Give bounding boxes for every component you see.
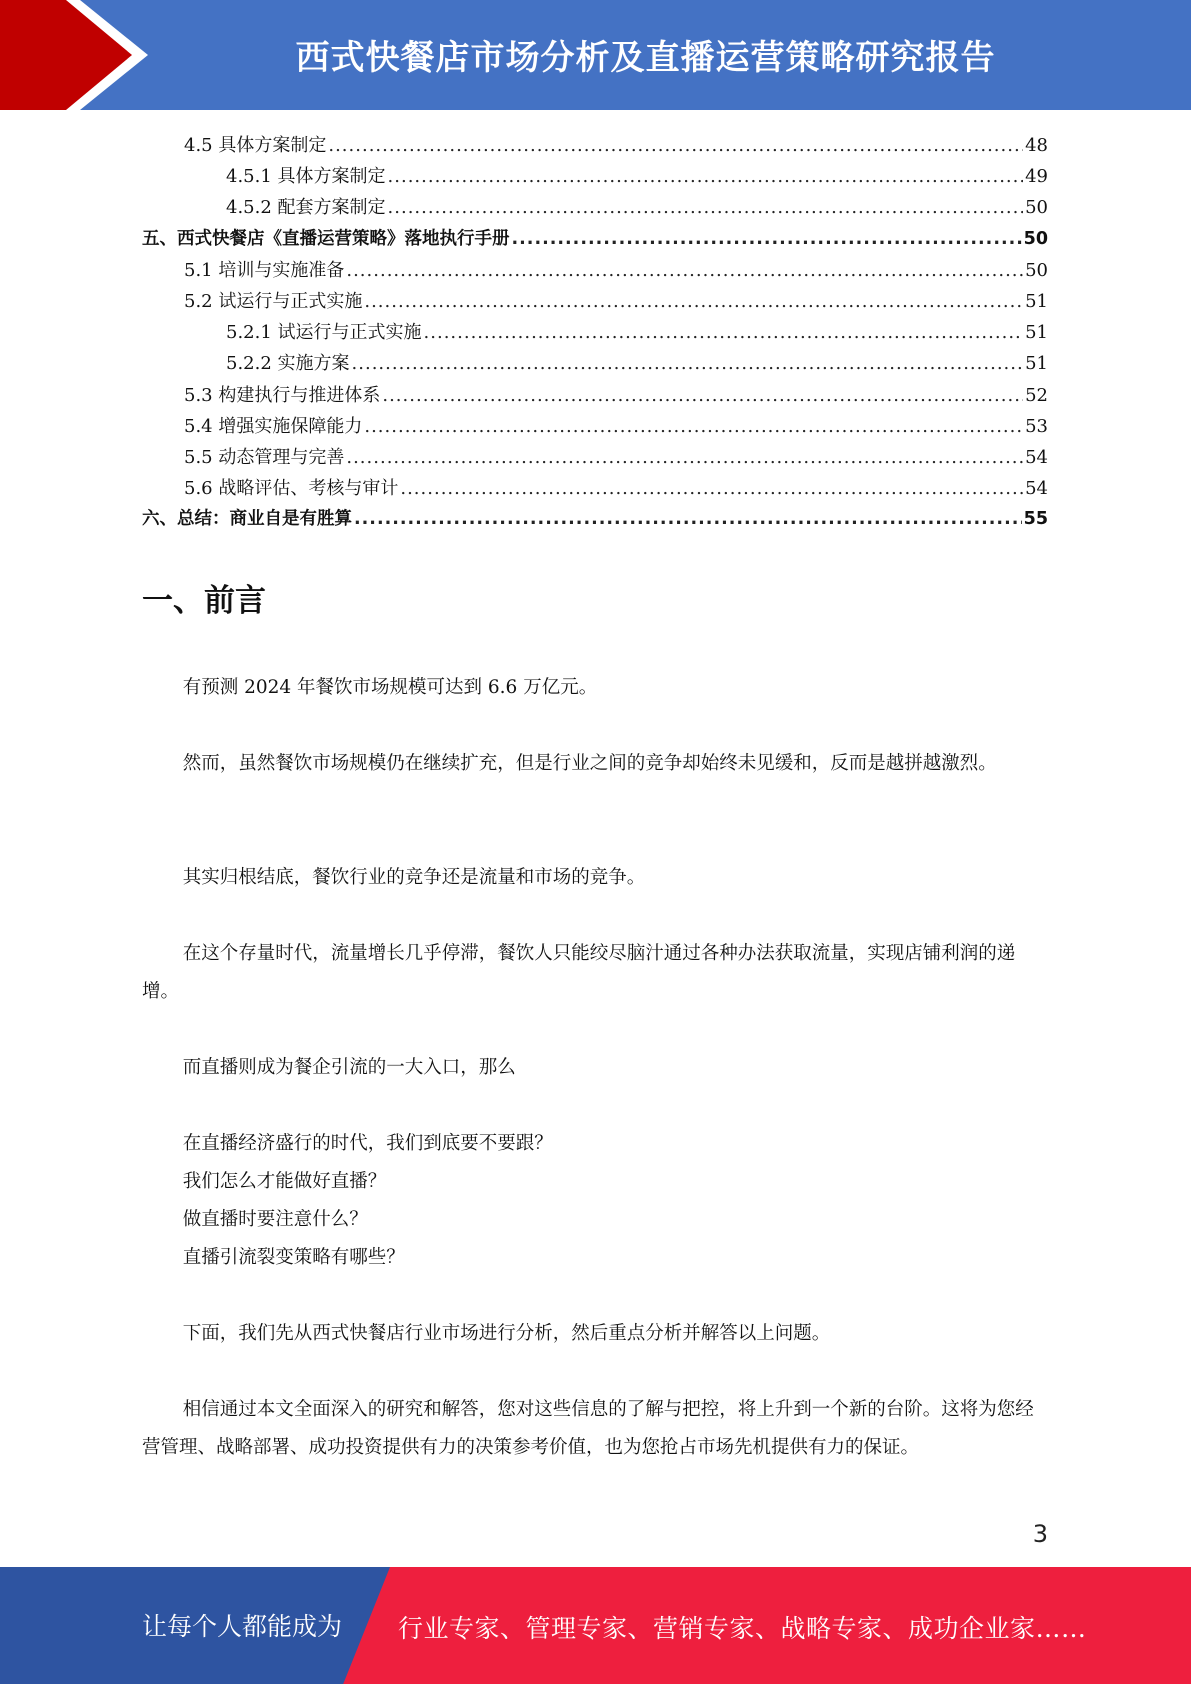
toc-page-number: 50 (1023, 228, 1048, 249)
toc-entry-label: 5.2.1 试运行与正式实施 (226, 322, 422, 344)
toc-entry-label: 5.3 构建执行与推进体系 (184, 384, 381, 406)
toc-entry[interactable] (142, 130, 1048, 161)
question-item: 做直播时要注意什么？ (182, 1209, 368, 1230)
question-item: 在直播经济盛行的时代，我们到底要不要跟？ (182, 1133, 553, 1154)
toc-dot-leader (424, 317, 1024, 348)
toc-page-number: 52 (1025, 384, 1048, 406)
toc-entry-label: 5.6 战略评估、考核与审计 (184, 478, 399, 500)
question-list (142, 1125, 1048, 1277)
toc-entry[interactable] (142, 473, 1048, 504)
toc-page-number: 50 (1025, 197, 1048, 219)
question-item: 我们怎么才能做好直播？ (182, 1171, 387, 1192)
toc-page-number: 50 (1025, 259, 1048, 281)
toc-entry[interactable] (142, 380, 1048, 411)
toc-entry-label: 4.5.2 配套方案制定 (226, 197, 386, 219)
toc-dot-leader (382, 380, 1023, 411)
toc-entry-label: 5.4 增强实施保障能力 (184, 415, 363, 437)
toc-entry-label: 5.2 试运行与正式实施 (184, 290, 363, 312)
toc-page-number: 48 (1025, 135, 1048, 156)
toc-dot-leader (346, 255, 1023, 286)
report-title: 西式快餐店市场分析及直播运营策略研究报告 (295, 38, 996, 78)
section-heading: 一、前言 (142, 583, 266, 619)
toc-page-number: 55 (1023, 509, 1048, 530)
toc-dot-leader (354, 504, 1022, 535)
toc-entry[interactable] (142, 442, 1048, 473)
toc-entry[interactable] (142, 411, 1048, 442)
body-paragraph: 在这个存量时代，流量增长几乎停滞，餐饮人只能绞尽脑汁通过各种办法获取流量，实现店铺利润的递增。 (142, 943, 1016, 1002)
toc-entry-label: 5.2.2 实施方案 (226, 353, 350, 375)
toc-page-number: 49 (1025, 166, 1048, 188)
toc-dot-leader (400, 473, 1023, 504)
toc-dot-leader (346, 442, 1023, 473)
body-paragraph: 其实归根结底，餐饮行业的竞争还是流量和市场的竞争。 (182, 867, 646, 888)
toc-entry[interactable] (142, 504, 1048, 535)
page-header (0, 0, 1191, 110)
toc-page-number: 51 (1025, 322, 1048, 344)
toc-entry-label: 五、西式快餐店《直播运营策略》落地执行手册 (142, 228, 510, 249)
toc-dot-leader (352, 348, 1024, 379)
toc-page-number: 54 (1025, 478, 1048, 500)
footer-slogan-right: 行业专家、管理专家、营销专家、战略专家、成功企业家…… (398, 1614, 1087, 1643)
toc-page-number: 51 (1025, 290, 1048, 312)
page-number: 3 (1032, 1520, 1048, 1548)
body-paragraph: 下面，我们先从西式快餐店行业市场进行分析，然后重点分析并解答以上问题。 (182, 1323, 831, 1344)
body-paragraph: 然而，虽然餐饮市场规模仍在继续扩充，但是行业之间的竞争却始终未见缓和，反而是越拼越激烈。 (182, 753, 997, 774)
toc-entry[interactable] (142, 192, 1048, 223)
toc-dot-leader (364, 286, 1023, 317)
toc-dot-leader (388, 192, 1024, 223)
toc-page-number: 51 (1025, 353, 1048, 375)
footer-slogan-left: 让每个人都能成为 (142, 1612, 343, 1641)
table-of-contents (142, 130, 1048, 535)
body-paragraph: 相信通过本文全面深入的研究和解答，您对这些信息的了解与把控，将上升到一个新的台阶。这将为您经营管理、战略部署、成功投资提供有力的决策参考价值，也为您抢占市场先机提供有力的保证。 (142, 1399, 1034, 1458)
toc-dot-leader (388, 161, 1024, 192)
toc-page-number: 53 (1025, 415, 1048, 437)
body-paragraph: 而直播则成为餐企引流的一大入口，那么 (182, 1057, 516, 1078)
toc-entry[interactable] (142, 348, 1048, 379)
toc-entry-label: 5.5 动态管理与完善 (184, 446, 345, 468)
toc-dot-leader (364, 411, 1023, 442)
toc-dot-leader (328, 130, 1023, 161)
question-item: 直播引流裂变策略有哪些？ (182, 1247, 405, 1268)
toc-entry-label: 5.1 培训与实施准备 (184, 259, 345, 281)
toc-entry[interactable] (142, 255, 1048, 286)
toc-page-number: 54 (1025, 446, 1048, 468)
toc-entry-label: 4.5 具体方案制定 (184, 135, 327, 156)
body-paragraph: 有预测 2024 年餐饮市场规模可达到 6.6 万亿元。 (182, 677, 598, 698)
toc-entry[interactable] (142, 224, 1048, 255)
toc-entry-label: 六、总结：商业自是有胜算 (142, 509, 352, 530)
page-footer (0, 1567, 1191, 1684)
header-arrow-decoration (0, 0, 160, 110)
toc-entry[interactable] (142, 161, 1048, 192)
toc-entry[interactable] (142, 286, 1048, 317)
toc-entry[interactable] (142, 317, 1048, 348)
toc-dot-leader (512, 224, 1022, 255)
toc-entry-label: 4.5.1 具体方案制定 (226, 166, 386, 188)
